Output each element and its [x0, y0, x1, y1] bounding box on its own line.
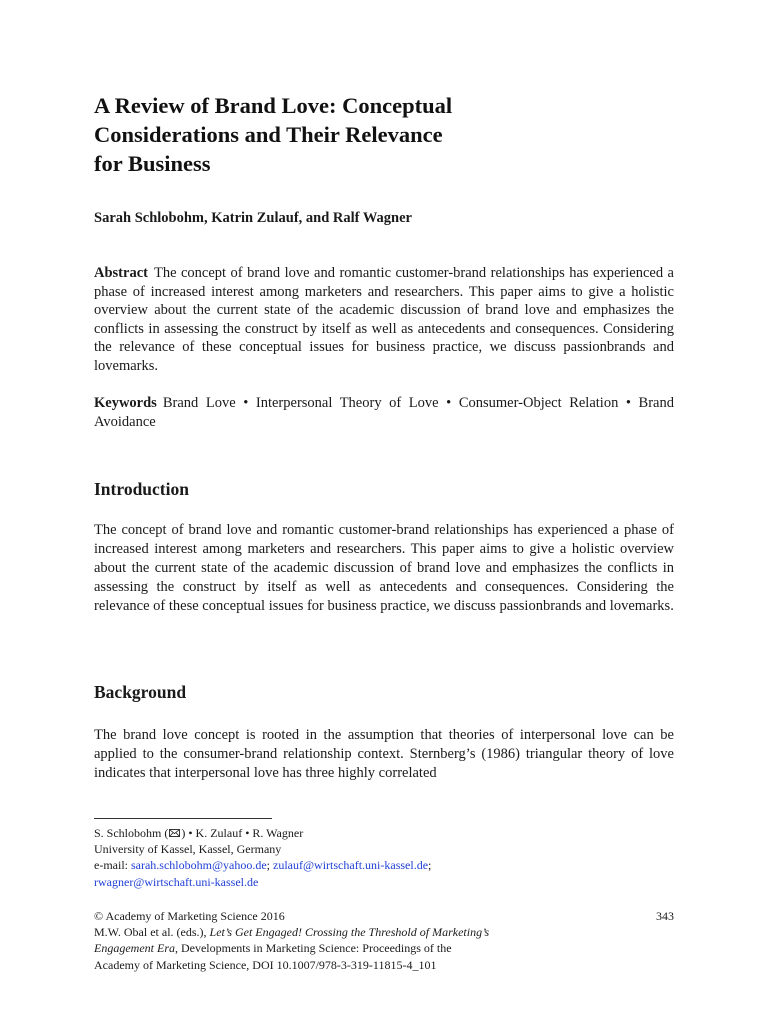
citation-line-1	[94, 924, 674, 940]
section-heading-background: Background	[94, 682, 187, 702]
author-footnote	[94, 825, 674, 890]
author-list: Sarah Schlobohm, Katrin Zulauf, and Ralf Wagner	[94, 210, 412, 226]
page-footer	[94, 908, 674, 973]
citation-line-2	[94, 940, 674, 956]
footnote-email-line-2	[94, 874, 674, 890]
citation-editors: M.W. Obal et al. (eds.),	[94, 925, 210, 940]
footnote-emails	[94, 857, 674, 873]
abstract-text: The concept of brand love and romantic customer-brand relationships has experienced a phase of increased interest among marketers and researchers. This paper aims to give a holistic overview about the current state of the academic discussion of brand love and emphasizes the conflicts in assessing the construct by itself as well as antecedents and consequences. Considering the relevance of these conceptual issues for business practice, we discuss passionbrands and lovemarks.	[94, 265, 674, 374]
envelope-icon[interactable]	[169, 829, 180, 837]
email-label: e-mail:	[94, 858, 131, 873]
background-paragraph: The brand love concept is rooted in the assumption that theories of interpersonal love can be applied to the consumer-brand relationship context. Sternberg’s (1986) triangular theory of love indicates that interpersonal love has three highly correlated	[94, 727, 674, 781]
citation-series: , Developments in Marketing Science: Proceedings of the	[174, 941, 452, 956]
introduction-paragraph: The concept of brand love and romantic customer-brand relationships has experienced a phase of increased interest among marketers and researchers. This paper aims to give a holistic overview about the current state of the academic discussion of brand love and emphasizes the conflicts in assessing the construct by itself as well as antecedents and consequences. Considering the relevance of these conceptual issues for business practice, we discuss passionbrands and lovemarks.	[94, 522, 674, 614]
paper-page	[94, 0, 674, 1024]
title-line-3: for Business	[94, 151, 211, 176]
footnote-divider	[94, 818, 272, 819]
footnote-author-pre: S. Schlobohm (	[94, 826, 169, 840]
paper-title	[94, 91, 674, 178]
section-heading-introduction: Introduction	[94, 479, 189, 499]
email-separator: ;	[266, 858, 274, 873]
citation-line-3: Academy of Marketing Science, DOI 10.1007/978-3-319-11815-4_101	[94, 957, 437, 972]
footnote-authors	[94, 825, 674, 841]
copyright-line: © Academy of Marketing Science 2016	[94, 909, 285, 923]
footnote-affiliation: University of Kassel, Kassel, Germany	[94, 842, 282, 857]
email-link-schlobohm[interactable]: sarah.schlobohm@yahoo.de	[130, 858, 267, 873]
abstract-label: Abstract	[94, 265, 148, 281]
email-link-wagner[interactable]: rwagner@wirtschaft.uni-kassel.de	[94, 874, 259, 889]
email-separator: ;	[428, 858, 432, 873]
citation-book-title: Let’s Get Engaged! Crossing the Threshold of Marketing’s	[209, 925, 490, 940]
keywords-label: Keywords	[94, 395, 157, 411]
keywords	[94, 394, 674, 431]
email-link-zulauf[interactable]: zulauf@wirtschaft.uni-kassel.de	[273, 858, 429, 873]
title-line-1: A Review of Brand Love: Conceptual	[94, 93, 453, 118]
abstract	[94, 264, 674, 376]
page-number: 343	[656, 909, 674, 923]
keywords-text: Brand Love • Interpersonal Theory of Love • Consumer-Object Relation • Brand Avoidance	[94, 395, 674, 430]
citation-book-title-cont: Engagement Era	[94, 941, 175, 956]
footnote-author-post: ) • K. Zulauf • R. Wagner	[181, 826, 304, 840]
title-line-2: Considerations and Their Relevance	[94, 122, 443, 147]
